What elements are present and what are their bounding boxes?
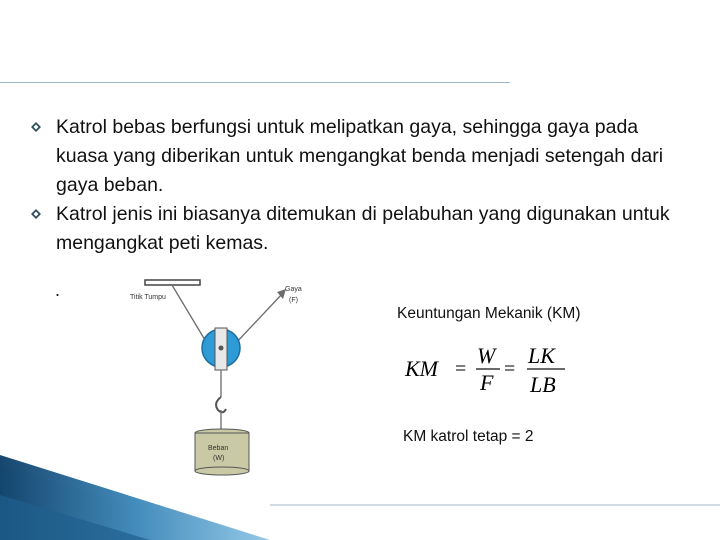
formula-denominator-2: LB	[530, 372, 556, 397]
formula-numerator-2: LK	[528, 343, 555, 368]
stray-dot: .	[55, 280, 61, 300]
bullet-text: Katrol jenis ini biasanya ditemukan di pelabuhan yang digunakan untuk mengangkat peti kemas.	[56, 203, 670, 254]
formula-denominator-1: F	[480, 370, 494, 395]
ceiling-support	[145, 280, 200, 285]
force-label-line2: (F)	[289, 297, 298, 304]
bullet-list	[30, 113, 690, 258]
bullet-item	[30, 200, 690, 258]
rope-right	[234, 293, 283, 345]
bottom-decoration	[0, 450, 720, 540]
km-heading: Keuntungan Mekanik (KM)	[397, 305, 581, 322]
hook-icon	[216, 397, 226, 412]
bullet-text: Katrol bebas berfungsi untuk melipatkan gaya, sehingga gaya pada kuasa yang diberikan untuk mengangkat benda menjadi setengah dari gaya beban.	[56, 116, 664, 196]
force-label-line1: Gaya	[285, 286, 302, 293]
diamond-bullet-icon	[31, 209, 41, 219]
formula-equals-2: =	[504, 358, 516, 380]
formula-equals-1: =	[455, 358, 467, 380]
load-label-line1: Beban	[208, 445, 229, 452]
km-result: KM katrol tetap = 2	[403, 428, 534, 445]
load-label-line2: (W)	[213, 455, 225, 462]
rope-left	[172, 285, 208, 345]
km-formula	[400, 332, 580, 412]
support-label: Titik Tumpu	[130, 294, 166, 301]
top-divider	[0, 82, 510, 83]
formula-lhs: KM	[405, 356, 438, 381]
diamond-bullet-icon	[31, 122, 41, 132]
pulley-axle	[219, 346, 224, 351]
formula-numerator-1: W	[477, 343, 496, 368]
bullet-item	[30, 113, 690, 200]
